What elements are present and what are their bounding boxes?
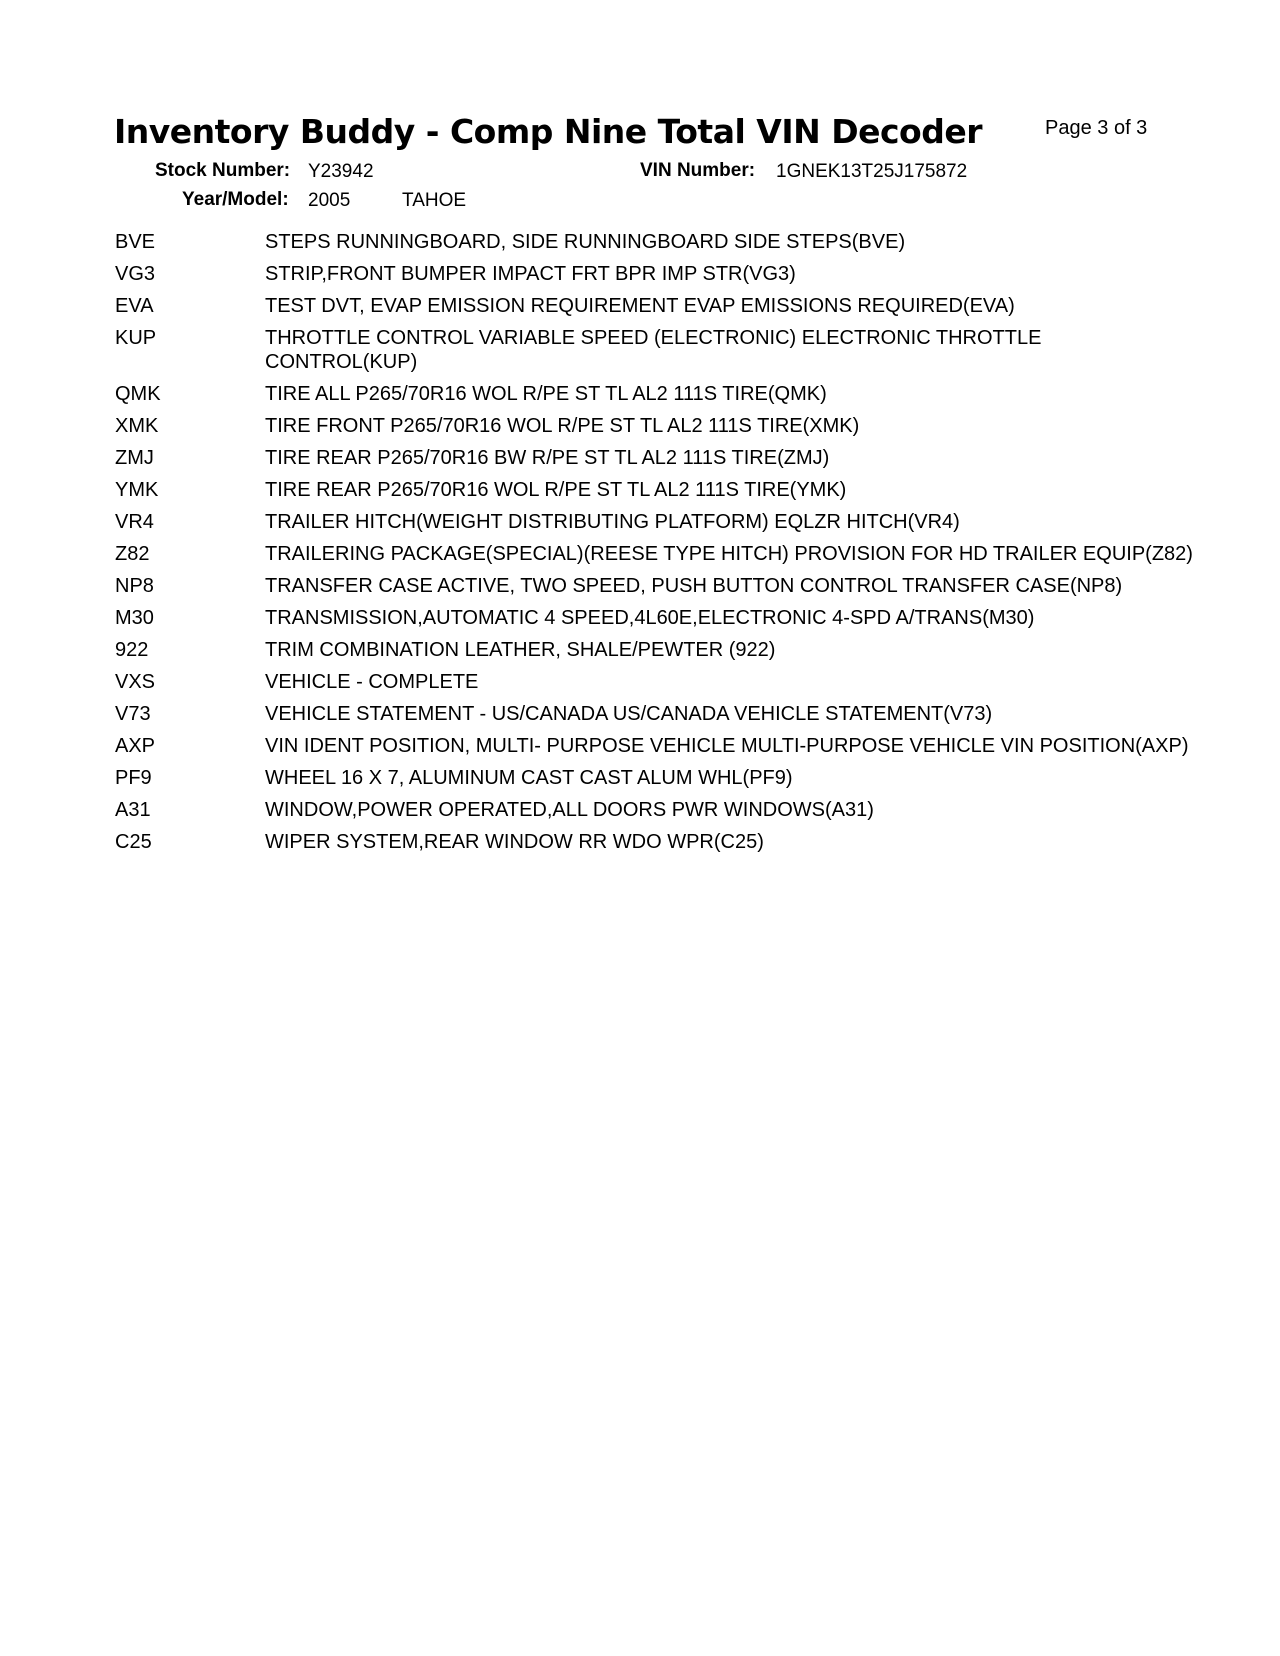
option-code: VG3 [115,263,156,285]
option-description: VEHICLE STATEMENT - US/CANADA US/CANADA VEHICLE STATEMENT(V73) [265,703,993,725]
option-description: TRAILERING PACKAGE(SPECIAL)(REESE TYPE HITCH) PROVISION FOR HD TRAILER EQUIP(Z82) [265,543,1193,565]
option-description: STRIP,FRONT BUMPER IMPACT FRT BPR IMP STR(VG3) [265,263,796,285]
option-code: 922 [115,639,149,661]
option-row [115,326,1195,374]
stock-number-label: Stock Number: [155,160,291,181]
option-code: PF9 [115,767,152,789]
option-code: QMK [115,383,161,405]
option-row [115,766,1195,790]
option-row [115,294,1195,318]
option-row [115,414,1195,438]
option-code: XMK [115,415,159,437]
option-code: YMK [115,479,159,501]
option-row [115,734,1195,758]
page-number: Page 3 of 3 [1045,117,1148,139]
option-description: TEST DVT, EVAP EMISSION REQUIREMENT EVAP EMISSIONS REQUIRED(EVA) [265,295,1015,317]
option-row [115,446,1195,470]
option-code: A31 [115,799,151,821]
page-title: Inventory Buddy - Comp Nine Total VIN Decoder [114,112,982,151]
option-row [115,230,1195,254]
option-row [115,510,1195,534]
stock-number-value: Y23942 [308,161,374,182]
option-description: TRANSFER CASE ACTIVE, TWO SPEED, PUSH BUTTON CONTROL TRANSFER CASE(NP8) [265,575,1123,597]
option-description: TIRE REAR P265/70R16 WOL R/PE ST TL AL2 111S TIRE(YMK) [265,479,847,501]
model-value: TAHOE [402,190,467,211]
option-list [115,230,1195,862]
option-row [115,830,1195,854]
vin-number-label: VIN Number: [640,160,756,181]
option-row [115,542,1195,566]
option-description: TIRE ALL P265/70R16 WOL R/PE ST TL AL2 111S TIRE(QMK) [265,383,827,405]
option-description: WHEEL 16 X 7, ALUMINUM CAST CAST ALUM WHL(PF9) [265,767,793,789]
option-description: TRAILER HITCH(WEIGHT DISTRIBUTING PLATFORM) EQLZR HITCH(VR4) [265,511,960,533]
option-row [115,798,1195,822]
year-model-label: Year/Model: [182,189,289,210]
option-description: TRANSMISSION,AUTOMATIC 4 SPEED,4L60E,ELECTRONIC 4-SPD A/TRANS(M30) [265,607,1035,629]
option-code: EVA [115,295,154,317]
vin-number-value: 1GNEK13T25J175872 [776,161,968,182]
option-row [115,574,1195,598]
option-description: STEPS RUNNINGBOARD, SIDE RUNNINGBOARD SIDE STEPS(BVE) [265,231,906,253]
option-code: BVE [115,231,156,253]
option-row [115,670,1195,694]
option-description: WIPER SYSTEM,REAR WINDOW RR WDO WPR(C25) [265,831,764,853]
option-description: THROTTLE CONTROL VARIABLE SPEED (ELECTRONIC) ELECTRONIC THROTTLE CONTROL(KUP) [265,327,1042,373]
option-row [115,638,1195,662]
option-code: AXP [115,735,156,757]
option-description: VEHICLE - COMPLETE [265,671,479,693]
year-value: 2005 [308,190,351,211]
option-description: TIRE FRONT P265/70R16 WOL R/PE ST TL AL2 111S TIRE(XMK) [265,415,860,437]
option-code: C25 [115,831,152,853]
option-code: NP8 [115,575,154,597]
option-code: V73 [115,703,151,725]
option-row [115,262,1195,286]
option-row [115,702,1195,726]
option-row [115,606,1195,630]
option-row [115,478,1195,502]
option-row [115,382,1195,406]
option-description: VIN IDENT POSITION, MULTI- PURPOSE VEHICLE MULTI-PURPOSE VEHICLE VIN POSITION(AXP) [265,735,1189,757]
option-description: TRIM COMBINATION LEATHER, SHALE/PEWTER (922) [265,639,776,661]
option-code: VXS [115,671,156,693]
option-code: VR4 [115,511,154,533]
option-code: M30 [115,607,154,629]
option-description: TIRE REAR P265/70R16 BW R/PE ST TL AL2 111S TIRE(ZMJ) [265,447,830,469]
option-code: ZMJ [115,447,154,469]
option-code: KUP [115,327,157,349]
option-description: WINDOW,POWER OPERATED,ALL DOORS PWR WINDOWS(A31) [265,799,874,821]
option-code: Z82 [115,543,150,565]
